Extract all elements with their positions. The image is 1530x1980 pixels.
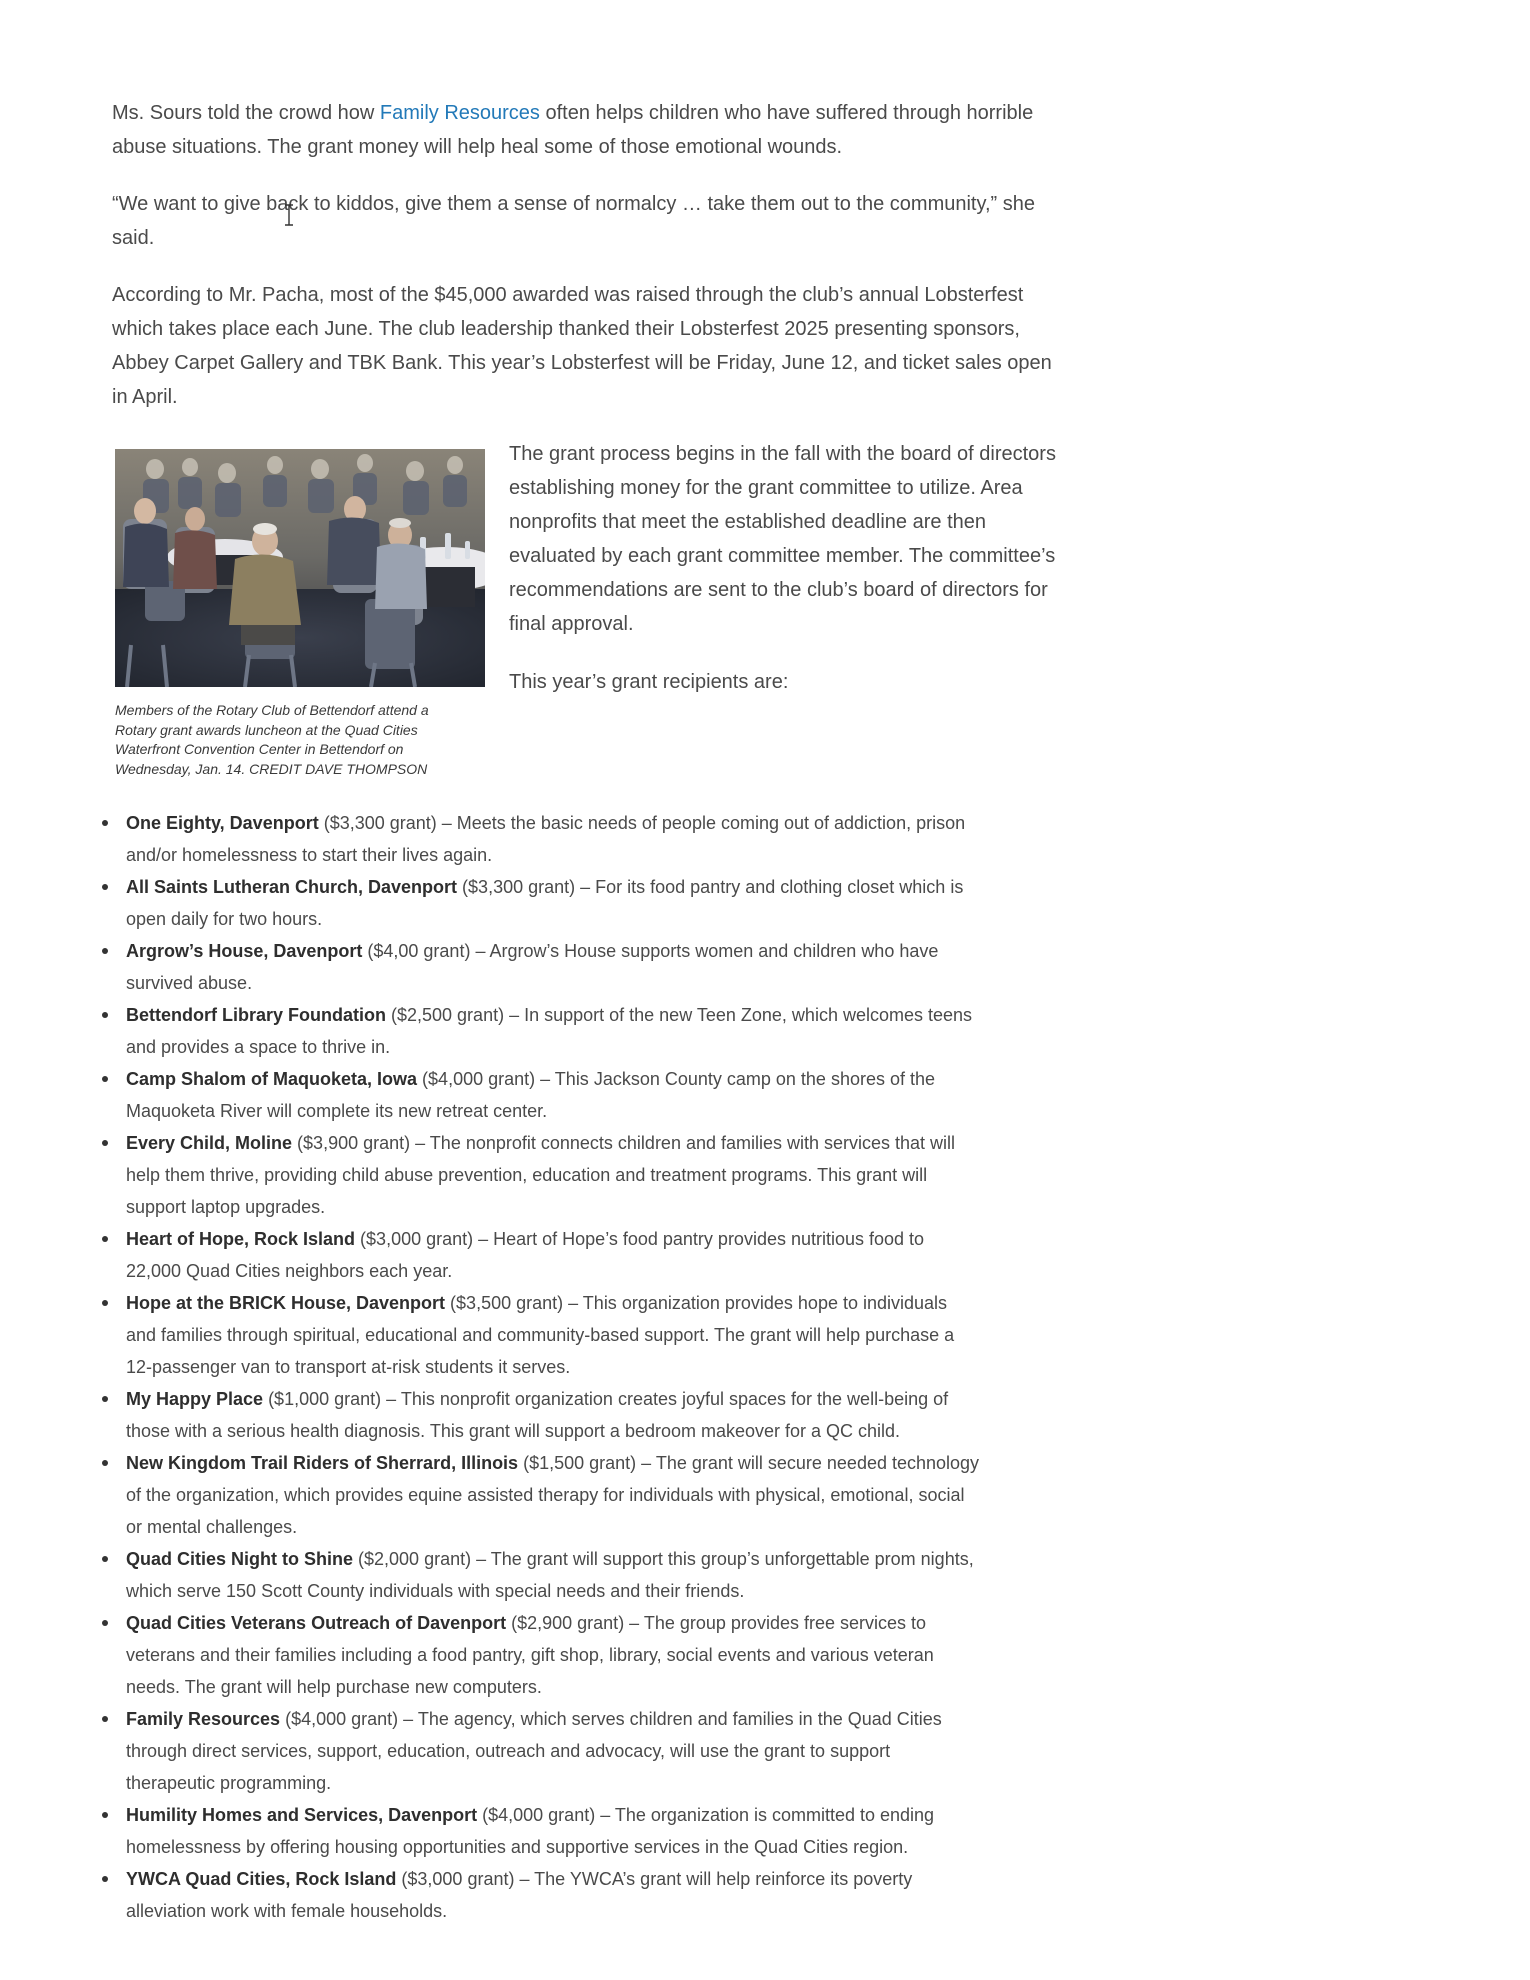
grant-list-item — [112, 1799, 982, 1863]
grant-org-name: Bettendorf Library Foundation — [126, 1005, 386, 1025]
grant-list-item — [112, 1063, 982, 1127]
grant-description: ($1,500 grant) – The grant will secure needed technology of the organization, which provides equine assisted therapy for individuals with physical, emotional, social or mental challenges. — [126, 1453, 980, 1537]
grant-list-item — [112, 1127, 982, 1223]
bullet-icon — [102, 1076, 108, 1082]
grant-list-item — [112, 1223, 982, 1287]
photo-figure — [115, 449, 485, 779]
grant-list-item — [112, 1383, 982, 1447]
bullet-icon — [102, 1236, 108, 1242]
paragraph-sours-text-end: often helps children who have suffered through horrible abuse situations. The grant money will help heal some of those emotional wounds. — [112, 102, 1034, 158]
paragraph-recipients-intro: This year’s grant recipients are: — [509, 671, 789, 693]
grant-description: ($2,900 grant) – The group provides free services to veterans and their families including a food pantry, gift shop, library, social events and various veteran needs. The grant will help purchase new computers. — [126, 1613, 934, 1697]
grant-org-name: Family Resources — [126, 1709, 281, 1729]
paragraph-lobsterfest: According to Mr. Pacha, most of the $45,000 awarded was raised through the club’s annual Lobsterfest which takes place each June. The club leadership thanked their Lobsterfest 2025 presenting sponsors, Abbey Carpet Gallery and TBK Bank. This year’s Lobsterfest will be Friday, June 12, and ticket sales open in April. — [112, 284, 1052, 408]
grant-description: ($4,00 grant) – Argrow’s House supports women and children who have survived abuse. — [126, 941, 939, 993]
bullet-icon — [102, 1716, 108, 1722]
grant-list-item — [112, 1287, 982, 1383]
side-column — [509, 437, 1069, 723]
article-body — [112, 96, 1062, 1927]
grant-description: ($4,000 grant) – This Jackson County camp on the shores of the Maquoketa River will complete its new retreat center. — [126, 1069, 936, 1121]
bullet-icon — [102, 1396, 108, 1402]
grant-list-item — [112, 1607, 982, 1703]
grant-description: ($3,900 grant) – The nonprofit connects children and families with services that will help them thrive, providing child abuse prevention, education and treatment programs. This grant will support laptop upgrades. — [126, 1133, 956, 1217]
grant-org-name: New Kingdom Trail Riders of Sherrard, Illinois — [126, 1453, 519, 1473]
bullet-icon — [102, 1300, 108, 1306]
grant-org-name: Every Child, Moline — [126, 1133, 293, 1153]
grant-org-name: Hope at the BRICK House, Davenport — [126, 1293, 446, 1313]
grant-list-item — [112, 871, 982, 935]
bullet-icon — [102, 1812, 108, 1818]
grant-list-item — [112, 1447, 982, 1543]
figure-row — [112, 437, 1062, 797]
grant-org-name: YWCA Quad Cities, Rock Island — [126, 1869, 397, 1889]
grant-description: ($1,000 grant) – This nonprofit organization creates joyful spaces for the well-being of those with a serious health diagnosis. This grant will support a bedroom makeover for a QC child. — [126, 1389, 949, 1441]
grant-org-name: Quad Cities Veterans Outreach of Davenport — [126, 1613, 507, 1633]
grant-list-item — [112, 807, 982, 871]
luncheon-photo — [115, 449, 485, 687]
grant-description: ($3,500 grant) – This organization provides hope to individuals and families through spiritual, educational and community-based support. The grant will help purchase a 12-passenger van to transport at-risk students it serves. — [126, 1293, 955, 1377]
grant-recipients-list — [112, 807, 982, 1927]
bullet-icon — [102, 1140, 108, 1146]
grant-description: ($3,000 grant) – The YWCA’s grant will help reinforce its poverty alleviation work with female households. — [126, 1869, 913, 1921]
grant-org-name: Humility Homes and Services, Davenport — [126, 1805, 478, 1825]
photo-caption: Members of the Rotary Club of Bettendorf attend a Rotary grant awards luncheon at the Quad Cities Waterfront Convention Center in Bettendorf on Wednesday, Jan. 14. CREDIT DAVE THOMPSON — [115, 702, 429, 777]
bullet-icon — [102, 1460, 108, 1466]
grant-list-item — [112, 1863, 982, 1927]
paragraph-quote: “We want to give back to kiddos, give them a sense of normalcy … take them out to the community,” she said. — [112, 193, 1036, 249]
grant-org-name: Quad Cities Night to Shine — [126, 1549, 354, 1569]
grant-description: ($3,300 grant) – Meets the basic needs of people coming out of addiction, prison and/or homelessness to start their lives again. — [126, 813, 966, 865]
grant-list-item — [112, 999, 982, 1063]
bullet-icon — [102, 1012, 108, 1018]
paragraph-grant-process: The grant process begins in the fall with the board of directors establishing money for the grant committee to utilize. Area nonprofits that meet the established deadline are then evaluated by each grant committee member. The committee’s recommendations are sent to the club’s board of directors for final approval. — [509, 443, 1056, 635]
grant-description: ($2,500 grant) – In support of the new Teen Zone, which welcomes teens and provides a space to thrive in. — [126, 1005, 973, 1057]
grant-list-item — [112, 935, 982, 999]
bullet-icon — [102, 1620, 108, 1626]
bullet-icon — [102, 948, 108, 954]
grant-org-name: All Saints Lutheran Church, Davenport — [126, 877, 458, 897]
grant-description: ($3,300 grant) – For its food pantry and clothing closet which is open daily for two hours. — [126, 877, 964, 929]
paragraph-sours — [112, 96, 1062, 164]
grant-description: ($4,000 grant) – The agency, which serves children and families in the Quad Cities through direct services, support, education, outreach and advocacy, will use the grant to support therapeutic programming. — [126, 1709, 942, 1793]
bullet-icon — [102, 1876, 108, 1882]
grant-description: ($4,000 grant) – The organization is committed to ending homelessness by offering housing opportunities and supportive services in the Quad Cities region. — [126, 1805, 935, 1857]
grant-description: ($2,000 grant) – The grant will support this group’s unforgettable prom nights, which serve 150 Scott County individuals with special needs and their friends. — [126, 1549, 974, 1601]
bullet-icon — [102, 1556, 108, 1562]
grant-list-item — [112, 1703, 982, 1799]
grant-org-name: One Eighty, Davenport — [126, 813, 319, 833]
grant-org-name: Camp Shalom of Maquoketa, Iowa — [126, 1069, 418, 1089]
bullet-icon — [102, 884, 108, 890]
grant-org-name: Argrow’s House, Davenport — [126, 941, 363, 961]
bullet-icon — [102, 820, 108, 826]
family-resources-link[interactable]: Family Resources — [379, 102, 540, 124]
grant-org-name: Heart of Hope, Rock Island — [126, 1229, 356, 1249]
paragraph-sours-text-start: Ms. Sours told the crowd how — [112, 102, 380, 124]
grant-list-item — [112, 1543, 982, 1607]
grant-org-name: My Happy Place — [126, 1389, 264, 1409]
grant-description: ($3,000 grant) – Heart of Hope’s food pantry provides nutritious food to 22,000 Quad Cities neighbors each year. — [126, 1229, 925, 1281]
